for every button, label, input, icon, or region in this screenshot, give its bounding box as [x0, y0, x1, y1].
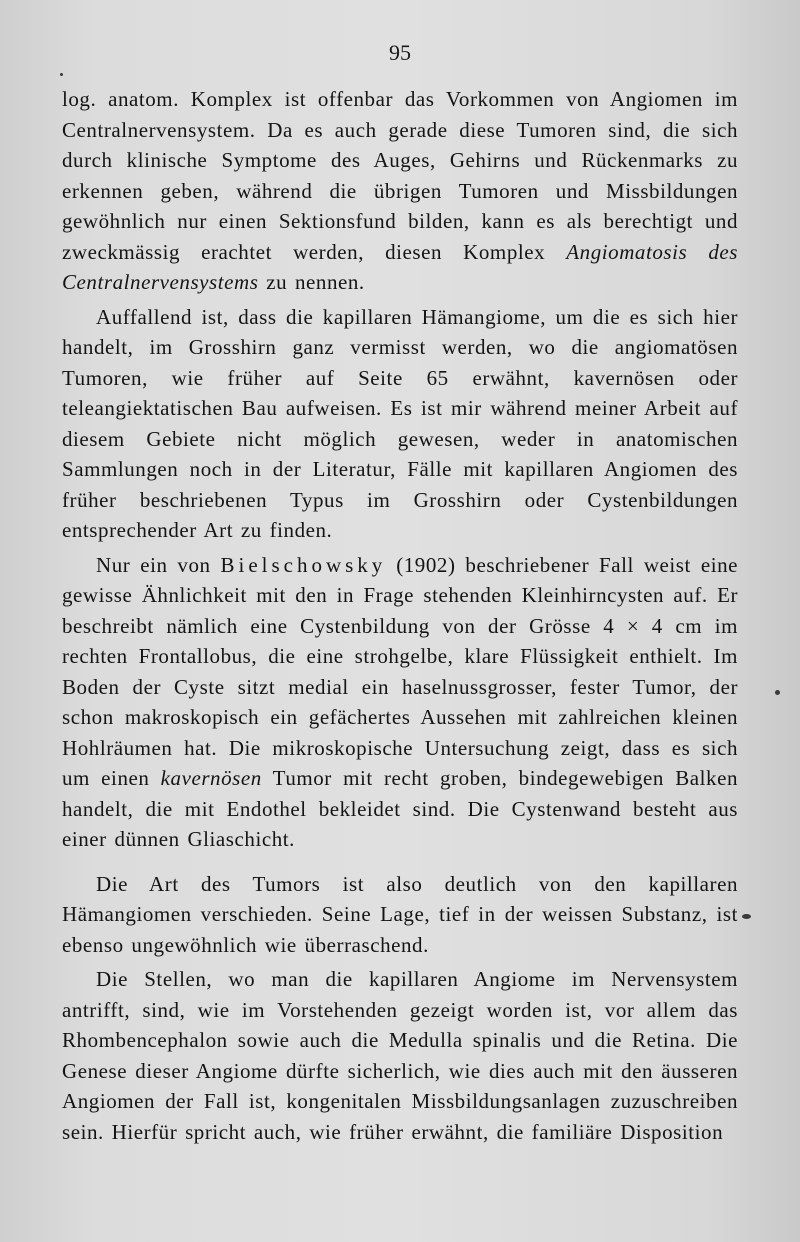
paragraph-text: zu nennen.	[258, 270, 365, 294]
paragraph-tumor-art	[62, 869, 738, 961]
print-speck	[775, 690, 780, 695]
paragraph-text: Die Art des Tumors ist also deutlich von den kapillaren Hämangiomen verschieden. Seine Lage, tief in der weissen Substanz, ist ebenso ungewöhnlich wie überraschend.	[62, 871, 738, 957]
paragraph-text: (1902) beschriebener Fall weist eine gewisse Ähnlichkeit mit den in Frage stehenden Kleinhirncysten auf. Er beschreibt nämlich eine Cystenbildung von der Grösse 4 × 4 cm im rechten Frontallobus, die eine strohgelbe, klare Flüssigkeit enthielt. Im Boden der Cyste sitzt medial ein haselnussgrosser, fester Tumor, der schon makroskopisch ein gefächertes Aussehen mit zahlreichen kleinen Hohlräumen hat. Die mikroskopische Untersuchung zeigt, dass es sich um einen	[62, 552, 738, 790]
author-name: Bielschowsky	[220, 552, 387, 577]
paragraph-text: Auffallend ist, dass die kapillaren Hämangiome, um die es sich hier handelt, im Grosshirn ganz vermisst werden, wo die angiomatösen Tumoren, wie früher auf Seite 65 erwähnt, kavernösen oder teleangiektatischen Bau aufweisen. Es ist mir während meiner Arbeit auf diesem Gebiete nicht möglich gewesen, weder in anatomischen Sammlungen noch in der Literatur, Fälle mit kapillaren Angiomen des früher beschriebenen Typus im Grosshirn oder Cystenbildungen entsprechender Art zu finden.	[62, 304, 738, 542]
paragraph-text: Nur ein von	[96, 552, 221, 577]
body-text	[62, 84, 738, 1147]
paragraph-text: Tumor mit recht groben, bindegewebigen Balken handelt, die mit Endothel bekleidet sind. Die Cystenwand besteht aus einer dünnen Gliaschicht.	[62, 766, 738, 851]
paragraph-text: Die Stellen, wo man die kapillaren Angiome im Nervensystem antrifft, sind, wie im Vorstehenden gezeigt worden ist, vor allem das Rhombencephalon sowie auch die Medulla spinalis und die Retina. Die Genese dieser Angiome dürfte sicherlich, wie dies auch mit den äusseren Angiomen der Fall ist, kongenitalen Missbildungsanlagen zuzuschreiben sein. Hierfür spricht auch, wie früher erwähnt, die familiäre Disposition	[62, 967, 738, 1144]
paragraph-bielschowsky	[62, 550, 738, 855]
paragraph-genese	[62, 964, 738, 1147]
print-speck	[60, 73, 63, 76]
page-number: 95	[389, 40, 411, 65]
paragraph-angiomatosis	[62, 84, 738, 298]
emphasis-kavernoesen: kavernösen	[160, 766, 262, 790]
emphasis-angiomatosis: Angiomatosis des Centralnervensystems	[62, 239, 738, 294]
paragraph-grosshirn	[62, 302, 738, 546]
paragraph-text: log. anatom. Komplex ist offenbar das Vorkommen von Angiomen im Centralnervensystem. Da es auch gerade diese Tumoren sind, die sich durch klinische Symptome des Auges, Gehirns und Rückenmarks zu erkennen geben, während die übrigen Tumoren und Missbildungen gewöhnlich nur einen Sektionsfund bilden, kann es als berechtigt und zweckmässig erachtet werden, diesen Komplex	[62, 87, 738, 264]
print-speck	[742, 914, 751, 919]
